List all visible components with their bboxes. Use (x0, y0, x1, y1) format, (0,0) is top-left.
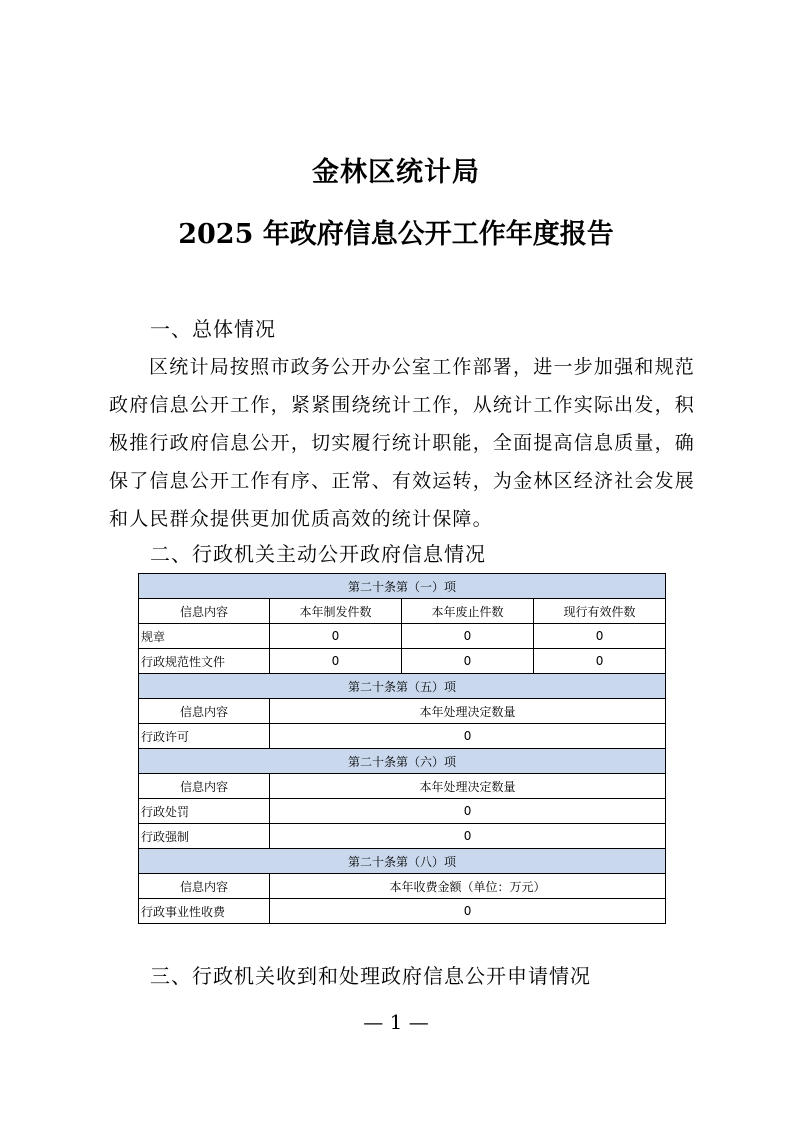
table-cell: 行政强制 (139, 824, 270, 849)
column-header: 现行有效件数 (534, 599, 666, 624)
column-header: 信息内容 (139, 699, 270, 724)
column-header: 本年废止件数 (402, 599, 534, 624)
table-cell: 0 (270, 824, 666, 849)
column-header: 本年制发件数 (270, 599, 402, 624)
section-title: 第二十条第（一）项 (139, 574, 666, 599)
table-cell: 0 (270, 899, 666, 924)
column-header: 本年处理决定数量 (270, 774, 666, 799)
table-cell: 0 (270, 724, 666, 749)
page-number: — 1 — (363, 1010, 429, 1034)
section1-heading: 一、总体情况 (150, 317, 276, 341)
section1-body-text: 区统计局按照市政务公开办公室工作部署，进一步加强和规范政府信息公开工作，紧紧围绕统计工作，从统计工作实际出发，积极推行政府信息公开，切实履行统计职能，全面提高信息质量，确保了信息公开工作有序、正常、有效运转，为金林区经济社会发展和人民群众提供更加优质高效的统计保障。 (109, 356, 695, 530)
table-section-header (139, 849, 666, 874)
proactive-disclosure-table (138, 573, 666, 924)
table-section-header (139, 574, 666, 599)
table-cell: 行政处罚 (139, 799, 270, 824)
column-header: 信息内容 (139, 774, 270, 799)
table-cell: 0 (270, 799, 666, 824)
table-cell: 行政规范性文件 (139, 649, 270, 674)
table-row (139, 624, 666, 649)
table-row (139, 799, 666, 824)
table-section-header (139, 674, 666, 699)
table-cell: 0 (402, 649, 534, 674)
table-row (139, 649, 666, 674)
table-cell: 0 (270, 624, 402, 649)
column-header: 信息内容 (139, 599, 270, 624)
report-title-line1: 金林区统计局 (312, 157, 480, 188)
table-row (139, 724, 666, 749)
table-column-headers (139, 774, 666, 799)
table-cell: 0 (534, 649, 666, 674)
section2-heading: 二、行政机关主动公开政府信息情况 (150, 542, 486, 566)
table-row (139, 824, 666, 849)
section3-heading: 三、行政机关收到和处理政府信息公开申请情况 (150, 964, 591, 988)
section-title: 第二十条第（六）项 (139, 749, 666, 774)
table-cell: 0 (270, 649, 402, 674)
table-column-headers (139, 599, 666, 624)
table-column-headers (139, 699, 666, 724)
column-header: 本年收费金额（单位：万元） (270, 874, 666, 899)
table-cell: 行政许可 (139, 724, 270, 749)
table-cell: 0 (534, 624, 666, 649)
table-cell: 0 (402, 624, 534, 649)
column-header: 信息内容 (139, 874, 270, 899)
table-row (139, 899, 666, 924)
section1-body (109, 348, 695, 538)
section-title: 第二十条第（八）项 (139, 849, 666, 874)
column-header: 本年处理决定数量 (270, 699, 666, 724)
report-title-line2: 2025 年政府信息公开工作年度报告 (178, 219, 614, 250)
section-title: 第二十条第（五）项 (139, 674, 666, 699)
table-column-headers (139, 874, 666, 899)
table-cell: 规章 (139, 624, 270, 649)
table-section-header (139, 749, 666, 774)
table-cell: 行政事业性收费 (139, 899, 270, 924)
